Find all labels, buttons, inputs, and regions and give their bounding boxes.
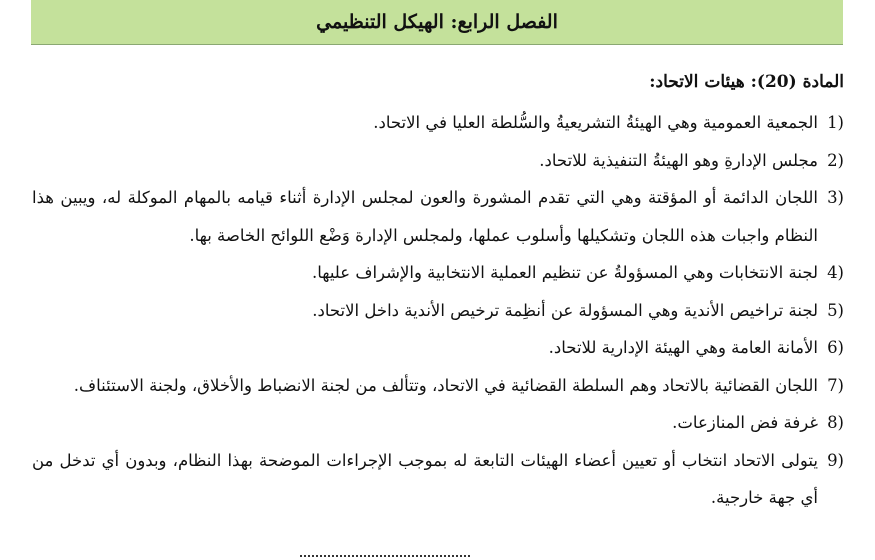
- item-text: لجنة تراخيص الأندية وهي المسؤولة عن أنظِمة ترخيص الأندية داخل الاتحاد.: [312, 300, 818, 320]
- article-item: [32, 404, 844, 442]
- article-item: [32, 329, 844, 367]
- article-item: [32, 442, 844, 517]
- item-number: 4): [827, 263, 844, 282]
- item-number: 8): [827, 413, 844, 432]
- item-number: 5): [827, 300, 844, 320]
- item-number: 7): [827, 375, 844, 395]
- item-text: الأمانة العامة وهي الهيئة الإدارية للاتحاد.: [548, 338, 818, 357]
- item-number: 1): [827, 113, 844, 132]
- item-text: غرفة فض المنازعات.: [672, 413, 818, 432]
- article-item: [32, 254, 844, 292]
- item-number: 6): [827, 338, 844, 357]
- next-heading-fragment: [300, 548, 470, 560]
- item-text: اللجان الدائمة أو المؤقتة وهي التي تقدم المشورة والعون لمجلس الإدارة أثناء قيامه بالمهام الموكلة له، ويبين هذا النظام واجبات هذه اللجان وتشكيلها وأسلوب عملها، ولمجلس الإدارة وَضْع اللوائح الخاصة بها.: [32, 188, 818, 245]
- article-item: [32, 179, 844, 254]
- article-item: [32, 142, 844, 180]
- article-heading: المادة (20): هيئات الاتحاد:: [649, 72, 844, 92]
- item-text: مجلس الإدارةِ وهو الهيئةُ التنفيذية للاتحاد.: [539, 150, 818, 170]
- item-number: 9): [827, 450, 844, 470]
- item-text: اللجان القضائية بالاتحاد وهم السلطة القضائية في الاتحاد، وتتألف من لجنة الانضباط والأخلاق، ولجنة الاستئناف.: [73, 375, 818, 395]
- chapter-header: [31, 0, 843, 45]
- item-text: يتولى الاتحاد انتخاب أو تعيين أعضاء الهيئات التابعة له بموجب الإجراءات الموضحة بهذا النظام، وبدون أي تدخل من أي جهة خارجية.: [32, 450, 818, 507]
- article-item: [32, 367, 844, 405]
- article-item: [32, 292, 844, 330]
- item-number: 3): [827, 188, 844, 207]
- item-text: لجنة الانتخابات وهي المسؤولةُ عن تنظيم العملية الانتخابية والإشراف عليها.: [311, 263, 818, 282]
- article-item: [32, 104, 844, 142]
- article-items-list: [32, 104, 844, 517]
- item-text: الجمعية العمومية وهي الهيئةُ التشريعيةُ والسُّلطة العليا في الاتحاد.: [373, 113, 818, 132]
- chapter-title: الفصل الرابع: الهيكل التنظيمي: [316, 11, 558, 33]
- item-number: 2): [827, 150, 844, 170]
